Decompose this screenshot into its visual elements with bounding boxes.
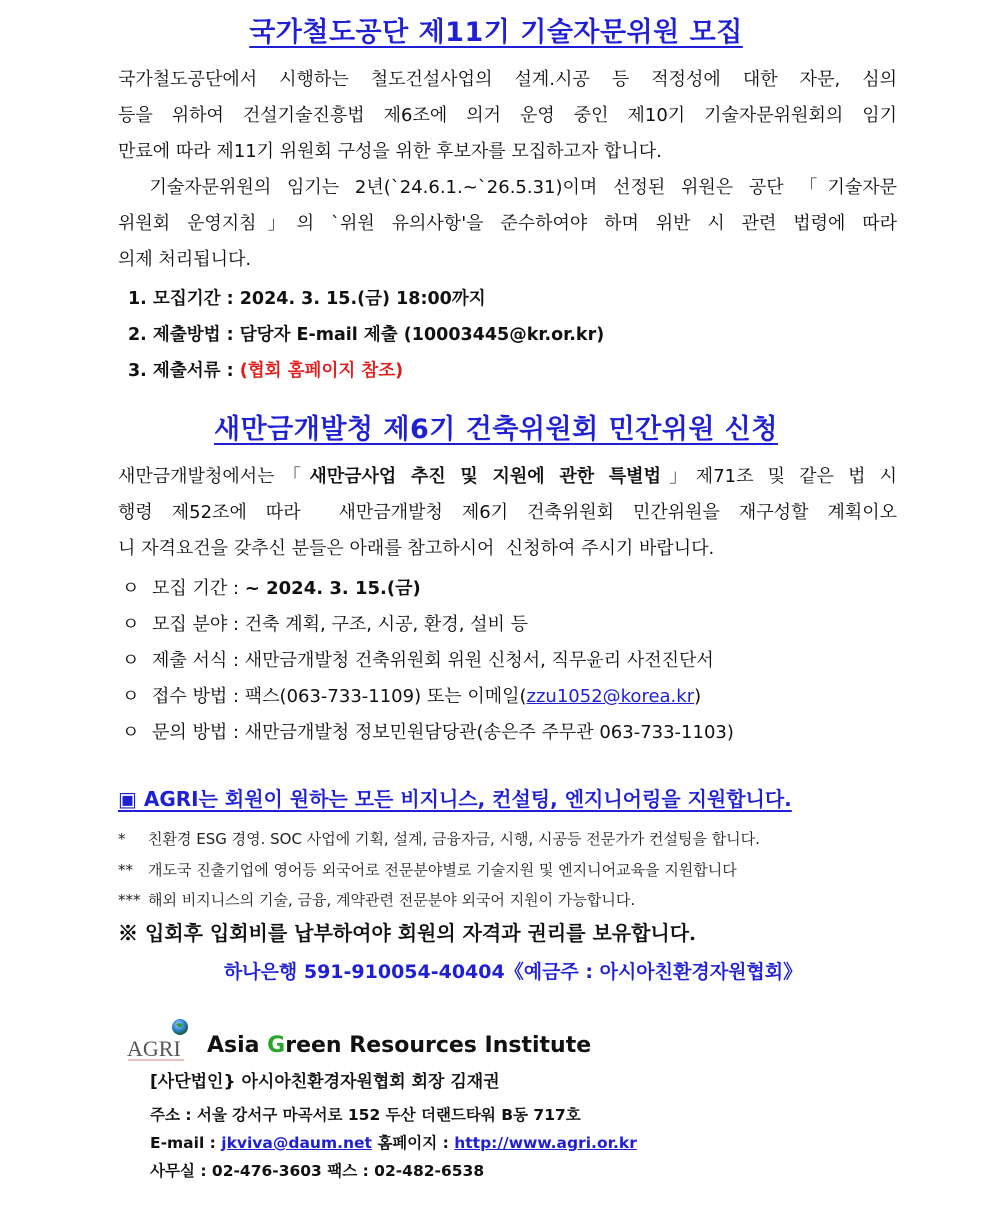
email-link-saemangeum[interactable]: zzu1052@korea.kr [526,686,695,707]
email-label: E-mail : [150,1134,222,1152]
para-line: 기술자문위원의 임기는 2년(`24.6.1.~`26.5.31)이며 선정된 위원은 공단 「기술자문 [118,177,897,198]
bullet-forms [122,646,714,672]
recruit-item-documents [128,357,403,382]
bullet-mark: ㅇ [122,650,140,671]
section1-title: 국가철도공단 제11기 기술자문위원 모집 [249,17,743,48]
bullet-label: 모집 분야 : [152,614,245,635]
bullet-mark: ㅇ [122,578,140,599]
para-line: 등을 위하여 건설기술진흥법 제6조에 의거 운영 중인 제10기 기술자문위원회의 임기 [118,105,897,126]
bullet-label: 제출 서식 : [152,650,245,671]
bullet-value: ~ 2024. 3. 15.(금) [244,578,421,599]
item-value: 2024. 3. 15.(금) 18:00까지 [239,289,486,309]
section2-paragraph [118,459,897,567]
bullet-value: 팩스(063-733-1109) 또는 이메일( [244,686,527,707]
agri-note [118,889,635,910]
section1-paragraph1 [118,62,897,170]
org-en-green-letter: G [267,1033,286,1058]
bullet-mark: ㅇ [122,722,140,743]
bullet-value: 새만금개발청 정보민원담당관(송은주 주무관 063-733-1103) [244,722,734,743]
recruit-item-method [128,321,604,346]
note-mark: ** [118,861,133,879]
contact-line [150,1131,637,1153]
item-label: 1. 모집기간 : [128,289,240,309]
agri-heading: ▣ AGRI는 회원이 원하는 모든 비지니스, 컨설팅, 엔지니어링을 지원합니다. [118,787,792,811]
org-en-part: reen Resources Institute [285,1033,592,1058]
org-name-english [207,1033,591,1058]
note-text: 친환경 ESG 경영. SOC 사업에 기획, 설계, 금융자금, 시행, 시공등 전문가가 컨설팅을 합니다. [148,830,760,848]
bullet-mark: ㅇ [122,614,140,635]
bullet-tail: ) [694,686,702,707]
law-name: 새만금사업 추진 및 지원에 관한 특별법 [309,466,661,487]
bullet-period [122,574,421,600]
bullet-label: 문의 방법 : [152,722,245,743]
para-line: 행령 제52조에 따라 새만금개발청 제6기 건축위원회 민간위원을 재구성할 계획이오 [118,502,897,523]
section2-title: 새만금개발청 제6기 건축위원회 민간위원 신청 [214,414,778,445]
agri-logo [126,1018,198,1064]
email-link-agri[interactable]: jkviva@daum.net [221,1134,372,1152]
bank-account: 하나은행 591-910054-40404《예금주 : 아시아친환경자원협회》 [223,961,803,983]
item-label: 3. 제출서류 : [128,361,240,381]
bullet-field [122,610,528,636]
org-en-part: Asia [207,1033,268,1058]
para-post: 」제71조 및 같은 법 시 [660,466,897,487]
note-text: 개도국 진출기업에 영어등 외국어로 전문분야별로 기술지원 및 엔지니어교육을 지원합니다 [148,861,737,879]
para-line: 국가철도공단에서 시행하는 철도건설사업의 설계.시공 등 적정성에 대한 자문, 심의 [118,69,897,90]
bullet-mark: ㅇ [122,686,140,707]
bullet-label: 접수 방법 : [152,686,245,707]
phone-line: 사무실 : 02-476-3603 팩스 : 02-482-6538 [150,1162,485,1180]
section1-paragraph2 [118,170,897,278]
para-pre: 새만금개발청에서는「 [118,466,310,487]
item-value-red: (협회 홈페이지 참조) [239,361,404,381]
para-line: 만료에 따라 제11기 위원회 구성을 위한 후보자를 모집하고자 합니다. [118,141,662,162]
para-line: 위원회 운영지침」의 `위원 유의사항'을 준수하여야 하며 위반 시 관련 법령에 따라 [118,213,897,234]
item-value: 담당자 E-mail 제출 (10003445@kr.or.kr) [239,325,605,345]
item-label: 2. 제출방법 : [128,325,240,345]
address: 주소 : 서울 강서구 마곡서로 152 두산 더랜드타워 B동 717호 [150,1106,581,1124]
bullet-submission [122,682,701,708]
para-line: 의제 처리됩니다. [118,249,252,270]
bullet-label: 모집 기간 : [152,578,245,599]
para-line [118,459,897,495]
note-text: 해외 비지니스의 기술, 금융, 계약관련 전문분야 외국어 지원이 가능합니다. [148,891,636,909]
logo-text: AGRI [127,1036,181,1061]
agri-note [118,859,737,880]
note-mark: *** [118,891,141,909]
note-mark: * [118,830,126,848]
homepage-label: 홈페이지 : [371,1134,455,1152]
bullet-value: 건축 계획, 구조, 시공, 환경, 설비 등 [244,614,529,635]
para-line: 니 자격요건을 갖추신 분들은 아래를 참고하시어 신청하여 주시기 바랍니다. [118,538,715,559]
bullet-inquiry [122,718,734,744]
org-name-korean: [사단법인} 아시아친환경자원협회 회장 김재권 [150,1072,500,1092]
recruit-item-period [128,285,486,310]
agri-note [118,828,760,849]
homepage-link[interactable]: http://www.agri.or.kr [454,1134,637,1152]
bullet-value: 새만금개발청 건축위원회 위원 신청서, 직무윤리 사전진단서 [244,650,714,671]
membership-notice: ※ 입회후 입회비를 납부하여야 회원의 자격과 권리를 보유합니다. [118,921,697,945]
